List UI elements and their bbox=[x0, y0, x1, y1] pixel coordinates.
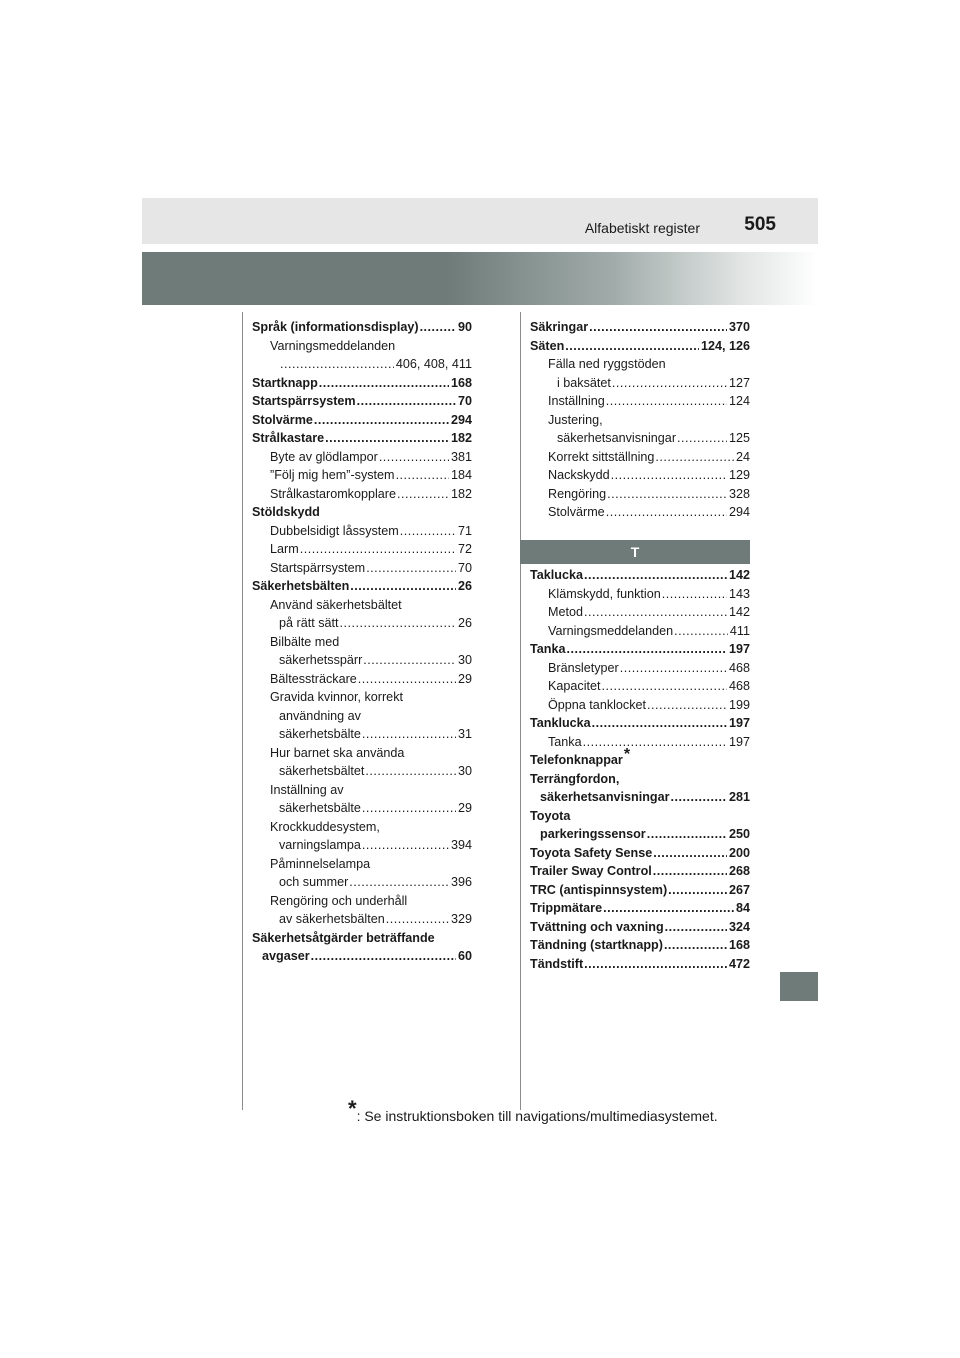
index-entry-term: Strålkastare bbox=[252, 431, 325, 445]
index-entry-page: 197 bbox=[728, 734, 750, 749]
page-number: 505 bbox=[744, 214, 776, 235]
index-entry bbox=[530, 374, 750, 393]
index-entry bbox=[530, 955, 750, 974]
index-entry-term: avgaser bbox=[262, 949, 310, 963]
index-entry-term: Stolvärme bbox=[548, 505, 605, 519]
index-entry-page: 268 bbox=[728, 864, 750, 878]
index-entry-page: 29 bbox=[457, 671, 472, 686]
index-entry-page: 129 bbox=[728, 468, 750, 482]
index-entry-term: på rätt sätt bbox=[279, 616, 339, 630]
dot-leader bbox=[311, 947, 456, 966]
dot-leader bbox=[589, 318, 727, 337]
dot-leader bbox=[603, 899, 734, 918]
dot-leader bbox=[362, 836, 449, 855]
index-entry-page: 30 bbox=[457, 653, 472, 667]
dot-leader bbox=[349, 873, 449, 892]
dot-leader bbox=[612, 374, 727, 393]
index-entry bbox=[530, 659, 750, 678]
index-entry-page: 71 bbox=[457, 523, 472, 538]
index-entry-term: Säkerhetsåtgärder beträffande bbox=[252, 930, 435, 945]
index-entry-page: 182 bbox=[450, 431, 472, 445]
index-entry bbox=[530, 862, 750, 881]
index-entry bbox=[252, 318, 472, 337]
index-entry-term: Varningsmeddelanden bbox=[270, 338, 396, 353]
index-entry bbox=[252, 781, 472, 800]
index-entry-term: Bilbälte med bbox=[270, 634, 340, 649]
index-entry-term: Stöldskydd bbox=[252, 505, 320, 519]
index-entry bbox=[530, 881, 750, 900]
dot-leader bbox=[584, 566, 727, 585]
footnote-text: : Se instruktionsboken till navigations/multimediasystemet. bbox=[356, 1108, 718, 1124]
index-entry-page: 70 bbox=[457, 394, 472, 408]
dot-leader bbox=[397, 485, 449, 504]
dot-leader bbox=[420, 318, 456, 337]
index-entry-page: 468 bbox=[728, 679, 750, 693]
index-entry-page: 70 bbox=[457, 560, 472, 575]
index-entry-term: Startknapp bbox=[252, 375, 318, 390]
index-entry-page: 294 bbox=[728, 505, 750, 519]
index-entry bbox=[252, 836, 472, 855]
dot-leader bbox=[620, 659, 727, 678]
index-entry-term: ”Följ mig hem”-system bbox=[270, 468, 395, 482]
index-entry bbox=[252, 855, 472, 874]
index-entry-page: 26 bbox=[457, 616, 472, 630]
chapter-tab bbox=[780, 972, 818, 1001]
index-entry-term: säkerhetsbälte bbox=[279, 727, 361, 741]
index-entry-term: Varningsmeddelanden bbox=[548, 623, 674, 638]
index-entry-term: Säkerhetsbälten bbox=[252, 579, 350, 593]
index-entry bbox=[252, 577, 472, 596]
index-entry bbox=[530, 899, 750, 918]
dot-leader bbox=[362, 725, 456, 744]
dot-leader bbox=[674, 622, 728, 641]
index-entry bbox=[530, 355, 750, 374]
index-entry-term: Hur barnet ska använda bbox=[270, 745, 405, 760]
dot-leader bbox=[319, 374, 449, 393]
index-entry-term: Byte av glödlampor bbox=[270, 449, 378, 464]
index-entry-term: Öppna tanklocket bbox=[548, 697, 647, 712]
index-entry bbox=[530, 696, 750, 715]
index-entry-page: 125 bbox=[728, 431, 750, 445]
index-entry-term: Taklucka bbox=[530, 568, 583, 582]
footnote bbox=[348, 1096, 718, 1127]
dot-leader bbox=[365, 762, 456, 781]
index-entry bbox=[252, 688, 472, 707]
dot-leader bbox=[655, 448, 734, 467]
dot-leader bbox=[677, 429, 727, 448]
index-entry-term: Tanka bbox=[548, 734, 582, 749]
dot-leader bbox=[664, 936, 727, 955]
index-entry bbox=[530, 733, 750, 752]
index-entry-term: säkerhetsanvisningar bbox=[540, 790, 670, 804]
index-entry-page: 84 bbox=[735, 901, 750, 915]
index-entry bbox=[530, 566, 750, 585]
index-entry bbox=[530, 448, 750, 467]
index-entry-page: 394 bbox=[450, 838, 472, 852]
index-entry bbox=[252, 707, 472, 726]
index-entry-term: Språk (informationsdisplay) bbox=[252, 320, 419, 334]
index-entry bbox=[530, 807, 750, 826]
dot-leader bbox=[314, 411, 449, 430]
dot-leader bbox=[400, 522, 456, 541]
index-entry bbox=[530, 429, 750, 448]
page-header bbox=[142, 198, 818, 244]
dot-leader bbox=[607, 485, 727, 504]
dot-leader bbox=[668, 881, 727, 900]
index-entry-page: 250 bbox=[728, 827, 750, 841]
index-entry bbox=[530, 466, 750, 485]
dot-leader bbox=[647, 696, 727, 715]
index-entry-page: 324 bbox=[728, 919, 750, 934]
index-entry bbox=[530, 677, 750, 696]
index-entry-term: Rengöring och underhåll bbox=[270, 893, 408, 908]
index-entry-term: Kapacitet bbox=[548, 679, 601, 693]
index-column-right-s bbox=[530, 318, 750, 522]
header-title: Alfabetiskt register bbox=[584, 220, 700, 236]
index-entry-page: 184 bbox=[450, 468, 472, 482]
index-entry-page: 472 bbox=[728, 956, 750, 971]
index-entry bbox=[530, 640, 750, 659]
dot-leader bbox=[602, 677, 727, 696]
dot-leader bbox=[671, 788, 727, 807]
index-entry bbox=[252, 485, 472, 504]
footnote-marker: * bbox=[623, 746, 631, 763]
index-entry-page: 411 bbox=[729, 623, 750, 638]
index-entry-term: säkerhetsspärr bbox=[279, 653, 363, 667]
index-entry bbox=[252, 892, 472, 911]
index-entry bbox=[252, 522, 472, 541]
index-entry-page: 396 bbox=[450, 875, 472, 889]
index-column-left bbox=[252, 318, 472, 966]
index-entry-page: 294 bbox=[450, 412, 472, 427]
index-entry bbox=[530, 603, 750, 622]
index-entry-term: Telefonknappar bbox=[530, 753, 623, 767]
index-entry-page: 381 bbox=[450, 449, 472, 464]
index-entry-term: Använd säkerhetsbältet bbox=[270, 597, 402, 612]
index-entry-term: Tanklucka bbox=[530, 716, 591, 730]
index-entry bbox=[252, 411, 472, 430]
index-entry bbox=[530, 411, 750, 430]
index-entry-page: 29 bbox=[457, 801, 472, 815]
index-entry-term: Bältessträckare bbox=[270, 671, 357, 686]
dot-leader bbox=[350, 577, 456, 596]
index-entry-term: Säkringar bbox=[530, 320, 589, 334]
index-entry-page: 143 bbox=[728, 586, 750, 601]
index-entry bbox=[252, 503, 472, 522]
dot-leader bbox=[665, 918, 727, 937]
index-entry-page: 31 bbox=[457, 727, 472, 741]
index-entry bbox=[530, 918, 750, 937]
index-entry-term: Larm bbox=[270, 542, 299, 556]
index-entry-page: 406, 408, 411 bbox=[395, 357, 472, 371]
index-entry bbox=[252, 466, 472, 485]
index-entry bbox=[252, 614, 472, 633]
index-entry-term: Klämskydd, funktion bbox=[548, 586, 661, 601]
index-entry-page: 468 bbox=[728, 660, 750, 675]
dot-leader bbox=[653, 862, 727, 881]
index-entry-term: Tanka bbox=[530, 642, 566, 656]
dot-leader bbox=[386, 910, 449, 929]
index-entry bbox=[252, 873, 472, 892]
index-entry bbox=[530, 585, 750, 604]
index-entry-term: Metod bbox=[548, 605, 584, 619]
index-entry bbox=[252, 725, 472, 744]
index-entry bbox=[252, 762, 472, 781]
index-entry bbox=[252, 559, 472, 578]
index-entry bbox=[252, 651, 472, 670]
dot-leader bbox=[565, 337, 699, 356]
index-entry-page: 182 bbox=[450, 486, 472, 501]
index-entry-term: Trippmätare bbox=[530, 901, 603, 915]
index-entry-page: 72 bbox=[457, 542, 472, 556]
index-entry-term: Korrekt sittställning bbox=[548, 449, 655, 464]
index-entry-term: Bränsletyper bbox=[548, 660, 619, 675]
dot-leader bbox=[366, 559, 456, 578]
index-entry-term: Startspärrsystem bbox=[252, 394, 356, 408]
dot-leader bbox=[379, 448, 449, 467]
index-entry bbox=[252, 947, 472, 966]
dot-leader bbox=[358, 670, 456, 689]
index-entry bbox=[530, 936, 750, 955]
index-entry-term: Terrängfordon, bbox=[530, 771, 620, 786]
index-entry-term: och summer bbox=[279, 875, 349, 889]
index-entry bbox=[530, 746, 750, 770]
dot-leader bbox=[363, 651, 456, 670]
dot-leader bbox=[653, 844, 727, 863]
index-entry bbox=[530, 337, 750, 356]
index-entry bbox=[252, 929, 472, 948]
index-entry-page: 197 bbox=[728, 716, 750, 730]
index-entry-term: Stolvärme bbox=[252, 412, 313, 427]
index-entry-term: säkerhetsbälte bbox=[279, 801, 361, 815]
index-entry-page: 168 bbox=[450, 375, 472, 390]
dot-leader bbox=[583, 733, 727, 752]
index-entry bbox=[530, 825, 750, 844]
index-entry-page: 60 bbox=[457, 949, 472, 963]
dot-leader bbox=[362, 799, 456, 818]
chapter-band bbox=[142, 252, 818, 305]
index-entry-term: Inställning av bbox=[270, 782, 344, 797]
index-entry-page: 199 bbox=[728, 697, 750, 712]
index-entry-term: Säten bbox=[530, 338, 565, 353]
index-entry-term: Nackskydd bbox=[548, 468, 610, 482]
index-entry-term: Tvättning och vaxning bbox=[530, 919, 664, 934]
index-entry-page: 168 bbox=[728, 938, 750, 952]
index-entry bbox=[530, 714, 750, 733]
index-entry-page: 329 bbox=[450, 912, 472, 926]
index-entry-term: Startspärrsystem bbox=[270, 560, 366, 575]
index-entry bbox=[530, 788, 750, 807]
index-entry bbox=[252, 596, 472, 615]
index-entry bbox=[530, 622, 750, 641]
index-entry-term: varningslampa bbox=[279, 838, 361, 852]
dot-leader bbox=[611, 466, 727, 485]
index-entry bbox=[252, 818, 472, 837]
index-entry bbox=[252, 429, 472, 448]
index-entry bbox=[530, 770, 750, 789]
dot-leader bbox=[584, 955, 727, 974]
index-entry-term: användning av bbox=[279, 708, 361, 723]
index-entry-term: Påminnelselampa bbox=[270, 856, 371, 871]
dot-leader bbox=[300, 540, 456, 559]
dot-leader bbox=[606, 392, 727, 411]
index-entry-page: 281 bbox=[728, 790, 750, 804]
index-entry-page: 370 bbox=[728, 320, 750, 334]
dot-leader bbox=[340, 614, 456, 633]
index-entry bbox=[252, 374, 472, 393]
dot-leader bbox=[566, 640, 727, 659]
index-entry-term: Justering, bbox=[548, 412, 603, 427]
index-entry-term: Rengöring bbox=[548, 486, 607, 501]
index-entry bbox=[252, 633, 472, 652]
index-entry bbox=[530, 844, 750, 863]
index-entry-term: Dubbelsidigt låssystem bbox=[270, 523, 399, 538]
section-header-t bbox=[520, 540, 750, 564]
left-margin-rule bbox=[242, 312, 243, 1110]
index-entry-page: 267 bbox=[728, 882, 750, 897]
index-entry-page: 142 bbox=[728, 605, 750, 619]
column-divider-rule bbox=[520, 312, 521, 1110]
index-entry bbox=[530, 485, 750, 504]
index-entry-term: TRC (antispinnsystem) bbox=[530, 882, 668, 897]
index-entry-term: Gravida kvinnor, korrekt bbox=[270, 690, 403, 704]
index-entry-page: 142 bbox=[728, 568, 750, 582]
index-entry-term: säkerhetsbältet bbox=[279, 764, 365, 778]
dot-leader bbox=[325, 429, 449, 448]
dot-leader bbox=[647, 825, 727, 844]
index-entry bbox=[252, 337, 472, 356]
index-entry-page: 26 bbox=[457, 579, 472, 593]
index-entry-term: säkerhetsanvisningar bbox=[557, 431, 677, 445]
index-entry-term: Tändning (startknapp) bbox=[530, 938, 663, 952]
index-entry-page: 328 bbox=[728, 486, 750, 501]
index-entry-term: i baksätet bbox=[557, 375, 611, 390]
index-entry-term: Toyota Safety Sense bbox=[530, 845, 653, 860]
index-entry-page: 197 bbox=[728, 642, 750, 656]
footnote-marker: * bbox=[348, 1096, 357, 1121]
index-entry-term: Trailer Sway Control bbox=[530, 864, 652, 878]
index-entry bbox=[252, 392, 472, 411]
dot-leader bbox=[396, 466, 449, 485]
index-entry bbox=[530, 392, 750, 411]
index-entry bbox=[252, 540, 472, 559]
section-letter: T bbox=[630, 544, 640, 560]
index-entry-page: 127 bbox=[728, 375, 750, 390]
index-entry-page: 200 bbox=[728, 845, 750, 860]
index-entry bbox=[530, 318, 750, 337]
dot-leader bbox=[662, 585, 727, 604]
index-column-right-t bbox=[530, 566, 750, 973]
index-entry-term: Toyota bbox=[530, 808, 571, 823]
dot-leader bbox=[357, 392, 456, 411]
index-entry bbox=[252, 355, 472, 374]
index-entry-term: Krockkuddesystem, bbox=[270, 819, 380, 834]
dot-leader bbox=[584, 603, 727, 622]
index-entry bbox=[252, 670, 472, 689]
index-entry bbox=[252, 744, 472, 763]
index-entry-page: 124 bbox=[728, 394, 750, 408]
index-entry-term: Inställning bbox=[548, 394, 605, 408]
index-entry-term: parkeringssensor bbox=[540, 827, 646, 841]
index-entry-term: av säkerhetsbälten bbox=[279, 912, 385, 926]
index-entry bbox=[252, 799, 472, 818]
index-entry-term: Strålkastaromkopplare bbox=[270, 486, 396, 501]
index-entry-page: 30 bbox=[457, 764, 472, 778]
index-entry bbox=[252, 910, 472, 929]
index-entry-page: 90 bbox=[457, 320, 472, 334]
index-entry-term: Fälla ned ryggstöden bbox=[548, 357, 666, 371]
index-entry-term: Tändstift bbox=[530, 956, 584, 971]
dot-leader bbox=[280, 355, 394, 374]
index-entry bbox=[530, 503, 750, 522]
index-entry-page: 24 bbox=[735, 449, 750, 464]
dot-leader bbox=[606, 503, 727, 522]
index-entry bbox=[252, 448, 472, 467]
dot-leader bbox=[592, 714, 727, 733]
index-entry-page: 124, 126 bbox=[700, 338, 750, 353]
